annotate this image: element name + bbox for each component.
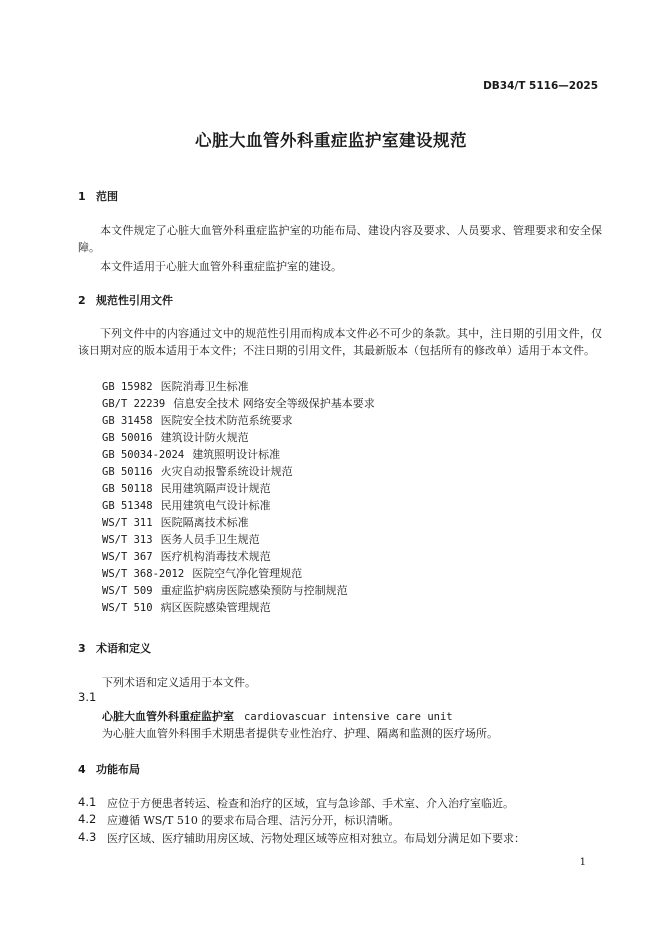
reference-name: 医疗机构消毒技术规范 — [160, 550, 271, 563]
document-title: 心脏大血管外科重症监护室建设规范 — [195, 131, 467, 150]
reference-item — [102, 548, 271, 564]
reference-name: 医院安全技术防范系统要求 — [160, 414, 293, 427]
section-1-paragraph-1: 本文件规定了心脏大血管外科重症监护室的功能布局、建设内容及要求、人员要求、管理要求和安全保障。 — [78, 224, 602, 254]
clause-text: 应位于方便患者转运、检查和治疗的区域，宜与急诊部、手术室、介入治疗室临近。 — [107, 797, 514, 810]
reference-item — [102, 378, 249, 394]
reference-code: WS/T 368-2012 — [102, 568, 185, 580]
reference-code: GB 51348 — [102, 500, 153, 512]
reference-item — [102, 599, 271, 615]
reference-code: WS/T 510 — [102, 602, 153, 614]
reference-item — [102, 514, 249, 530]
term-chinese: 心脏大血管外科重症监护室 — [102, 710, 234, 723]
reference-item — [102, 480, 271, 496]
reference-code: GB 50116 — [102, 466, 153, 478]
reference-name: 建筑设计防火规范 — [160, 431, 249, 444]
section-number: 4 — [78, 763, 86, 776]
section-number: 3 — [78, 642, 86, 655]
section-3-intro: 下列术语和定义适用于本文件。 — [102, 676, 256, 689]
reference-item — [102, 463, 293, 479]
reference-item — [102, 531, 260, 547]
section-title: 术语和定义 — [96, 642, 151, 655]
clause-text: 医疗区域、医疗辅助用房区域、污物处理区域等应相对独立。布局划分满足如下要求： — [107, 832, 525, 845]
reference-code: GB 31458 — [102, 415, 153, 427]
reference-code: WS/T 311 — [102, 517, 153, 529]
section-number: 1 — [78, 190, 86, 203]
section-title: 规范性引用文件 — [96, 294, 173, 307]
section-2-intro: 下列文件中的内容通过文中的规范性引用而构成本文件必不可少的条款。其中，注日期的引用文件，仅该日期对应的版本适用于本文件；不注日期的引用文件，其最新版本（包括所有的修改单）适用于本文件。 — [78, 327, 602, 357]
reference-item — [102, 446, 280, 462]
section-title: 范围 — [96, 190, 118, 203]
section-title: 功能布局 — [96, 763, 140, 776]
section-1-paragraph-2: 本文件适用于心脏大血管外科重症监护室的建设。 — [100, 260, 342, 273]
section-2-heading — [78, 292, 173, 308]
reference-code: GB 50118 — [102, 483, 153, 495]
reference-code: GB 50034-2024 — [102, 449, 185, 461]
document-number: DB34/T 5116—2025 — [483, 80, 598, 92]
reference-name: 建筑照明设计标准 — [192, 448, 281, 461]
reference-item — [102, 565, 302, 581]
page-number: 1 — [579, 857, 586, 868]
reference-code: WS/T 509 — [102, 585, 153, 597]
reference-item — [102, 395, 375, 411]
section-number: 2 — [78, 294, 86, 307]
reference-code: WS/T 367 — [102, 551, 153, 563]
reference-code: GB/T 22239 — [102, 398, 166, 410]
clause-number: 4.2 — [78, 812, 97, 826]
term-english: cardiovascuar intensive care unit — [244, 711, 453, 723]
term-number: 3.1 — [78, 690, 97, 704]
section-3-heading — [78, 640, 151, 656]
term-heading — [102, 708, 453, 724]
reference-name: 医院空气净化管理规范 — [192, 567, 303, 580]
term-definition: 为心脏大血管外科围手术期患者提供专业性治疗、护理、隔离和监测的医疗场所。 — [102, 727, 498, 740]
reference-item — [102, 497, 271, 513]
reference-name: 病区医院感染管理规范 — [160, 601, 271, 614]
reference-item — [102, 412, 293, 428]
section-4-heading — [78, 761, 140, 777]
reference-name: 重症监护病房医院感染预防与控制规范 — [160, 584, 348, 597]
reference-item — [102, 429, 249, 445]
reference-name: 医院消毒卫生标准 — [160, 380, 249, 393]
reference-code: GB 15982 — [102, 381, 153, 393]
clause-number: 4.1 — [78, 795, 97, 809]
reference-code: GB 50016 — [102, 432, 153, 444]
reference-name: 医务人员手卫生规范 — [160, 533, 260, 546]
reference-name: 火灾自动报警系统设计规范 — [160, 465, 293, 478]
reference-name: 医院隔离技术标准 — [160, 516, 249, 529]
reference-name: 信息安全技术 网络安全等级保护基本要求 — [173, 397, 375, 410]
reference-code: WS/T 313 — [102, 534, 153, 546]
clause-number: 4.3 — [78, 830, 97, 844]
section-1-heading — [78, 188, 118, 204]
reference-name: 民用建筑电气设计标准 — [160, 499, 271, 512]
reference-item — [102, 582, 348, 598]
clause-text: 应遵循 WS/T 510 的要求布局合理、洁污分开，标识清晰。 — [107, 814, 400, 827]
reference-name: 民用建筑隔声设计规范 — [160, 482, 271, 495]
